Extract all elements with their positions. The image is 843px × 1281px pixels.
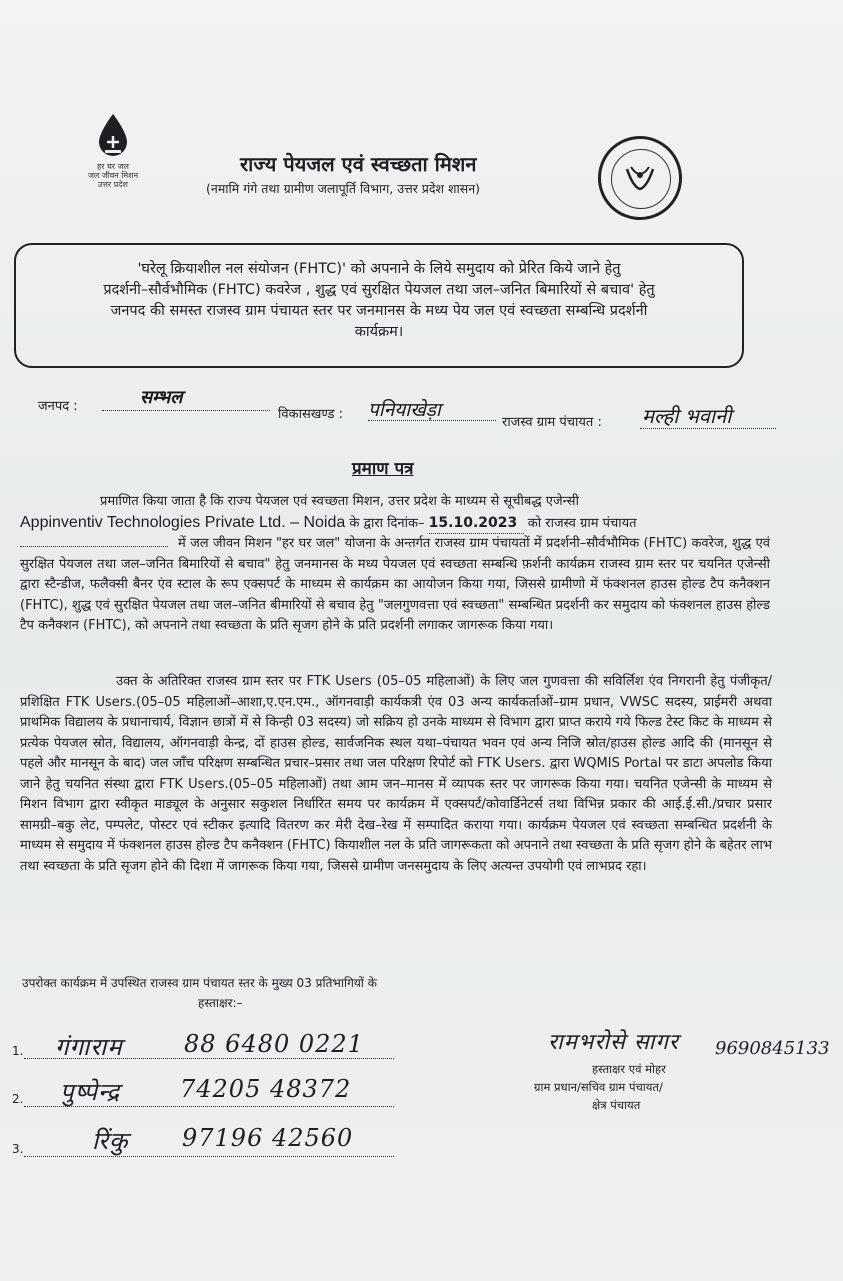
panchayat-label: राजस्व ग्राम पंचायत : [502, 415, 602, 430]
government-seal [598, 136, 682, 220]
water-drop-icon [96, 112, 130, 158]
participant-3-name: रिंकु [92, 1127, 129, 1155]
box-line-2: प्रदर्शनी–सौर्वभौमिक (FHTC) कवरेज , शुद्ध एवं सुरक्षित पेयजल तथा जल–जनित बिमारियों से बचाव' हेतु [103, 282, 655, 298]
signatory-line-1: हस्ताक्षर एवं मोहर [592, 1062, 666, 1076]
participant-1-phone: 88 6480 0221 [184, 1030, 364, 1058]
block-label: विकासखण्ड : [278, 407, 344, 422]
box-line-1: 'घरेलू क्रियाशील नल संयोजन (FHTC)' को अपनाने के लिये समुदाय को प्रेरित किये जाने हेतु [137, 261, 621, 277]
district-label: जनपद : [38, 399, 78, 414]
signatory-line-2: ग्राम प्रधान/सचिव ग्राम पंचायत/ [534, 1080, 663, 1094]
participant-2-number: 2. [12, 1092, 24, 1106]
logo-caption-2: जल जीवन मिशन [87, 171, 139, 180]
header-subtitle: (नमामि गंगे तथा ग्रामीण जलापूर्ति विभाग, उत्तर प्रदेश शासन) [206, 181, 481, 196]
participant-1-name: गंगाराम [55, 1033, 123, 1061]
block-value: पनियाखेड़ा [368, 399, 441, 421]
program-date: 15.10.2023 [429, 513, 524, 535]
program-description-box [14, 243, 744, 368]
certificate-paragraph-1 [20, 492, 770, 637]
participant-3-number: 3. [12, 1142, 24, 1156]
district-value: सम्भल [140, 387, 183, 408]
har-ghar-jal-logo [78, 112, 148, 189]
panchayat-value: मल्ही भवानी [642, 404, 732, 428]
participant-1-number: 1. [12, 1044, 24, 1058]
signatory-phone: 9690845133 [715, 1038, 830, 1059]
para1-line-1: प्रमाणित किया जाता है कि राज्य पेयजल एवं स्वच्छता मिशन, उत्तर प्रदेश के माध्यम से सूचीबद्ध एजेन्सी [100, 494, 579, 509]
para1-date-suffix: को राजस्व ग्राम पंचायत [527, 515, 637, 531]
participant-3-phone: 97196 42560 [182, 1124, 354, 1152]
participant-2-phone: 74205 48372 [180, 1075, 352, 1103]
participants-signature-label: हस्ताक्षर:– [198, 996, 243, 1010]
certificate-title: प्रमाण पत्र [352, 459, 414, 479]
signatory-signature: रामभरोसे सागर [548, 1030, 679, 1055]
emblem-icon [621, 159, 659, 197]
box-line-3: जनपद की समस्त राजस्व ग्राम पंचायत स्तर पर जनमानस के मध्य पेय जल एवं स्वच्छता सम्बन्धि प्रदर्शनी [110, 303, 648, 319]
logo-caption-3: उत्तर प्रदेश [98, 180, 128, 189]
signatory-line-3: क्षेत्र पंचायत [592, 1098, 641, 1112]
para1-date-prefix: के द्वारा दिनांक– [349, 515, 425, 531]
participants-intro: उपरोक्त कार्यक्रम में उपस्थित राजस्व ग्राम पंचायत स्तर के मुख्य 03 प्रतिभागियों के [22, 976, 377, 990]
para1-body: में जल जीवन मिशन "हर घर जल" योजना के अन्तर्गत राजस्व ग्राम पंचायतों में प्रदर्शनी–सौर्वभौमिक (FHTC) कवरेज, शुद्ध एवं सुरक्षित पेयजल तथा जल–जनित बिमारियों से बचाव" हेतु जनमानस के मध्य पेयजल एवं स्वच्छता सम्बन्धि फ़र्शनी कार्यक्रम राजस्व ग्राम स्तर पर चयनित एजेन्सी द्वारा स्टैन्डीज, फलैक्सी बैनर एंव स्टाल के रूप एक्सपर्ट के माध्यम से कार्यक्रम का आयोजन किया गया, जिससे ग्रामीणो में फंक्शनल हाउस होल्ड टैप कनैक्शन (FHTC), शुद्ध एवं सुरक्षित पेयजल तथा जल–जनित बीमारियों से बचाव हेतु "जलगुणवत्ता एवं स्वच्छता" सम्बन्धित प्रदर्शनी कर समुदाय को फंक्शनल हाउस होल्ड टैप कनैक्शन (FHTC), को अपनाने तथा स्वच्छता के प्रति सृजग होने के प्रति प्रदर्शनी लगाकर जागरूक किया गया। [20, 536, 770, 633]
agency-name: Appinventiv Technologies Private Ltd. – Noida [20, 513, 346, 531]
certificate-paragraph-2: उक्त के अतिरिक्त राजस्व ग्राम स्तर पर FTK Users (05–05 महिलाओं) के लिए जल गुणवत्ता की सविर्लिश एंव निगरानी हेतु पंजीकृत/प्रशिक्षित FTK Users.(05–05 महिलाओं–आशा,ए.एन.एम., ऑगनवाड़ी कार्यकत्री एंव 03 अन्य कार्यकर्ताओं–ग्राम प्रधान, VWSC सदस्य, प्राईमरी अथवा प्राथमिक विद्यालय के प्रधानाचार्य, विज्ञान छात्रों में से किन्ही 03 सदस्य) जो सक्रिय हो उनके माध्यम से विभाग द्वारा प्राप्त कराये गये फिल्ड टेस्ट किट के माध्यम से प्रत्येक पेयजल स्रोत, विद्यालय, ऑगनवाड़ी केन्द्र, दों हाउस होल्ड, सार्वजनिक स्थल यथा–पंचायत भवन एवं अन्य निजि स्रोत/हाउस होल्ड आदि की (मानसून से पहले और मानसून के बाद) जल जाँच परिक्षण सम्बन्धित प्रचार–प्रसार तथा जल परिक्षण रिपोर्ट को FTK Users. द्वारा WQMIS Portal पर डाटा अपलोड किया जाने हेतु चयनित संस्था द्वारा FTK Users.(05–05 महिलाओं) तथा आम जन–मानस में व्यापक स्तर पर जागरूक किया गया। चयनित एजेन्सी के माध्यम से मिशन विभाग द्वारा स्वीकृत माड्यूल के अनुसार सकुशल निर्धारित समय पर कार्यक्रम में एक्सपर्ट/कोवार्डिनेटर्स तथा विभिन्न प्रकार की आई.ई.सी./प्रचार प्रसार सामग्री–बकु लेट, पम्पलेट, पोस्टर एवं स्टीकर इत्यादि वितरण कर मेरी देख–रेख में सम्पादित कराया गया। कार्यक्रम पेयजल एवं स्वच्छता सम्बन्धित प्रदर्शनी के माध्यम से समुदाय में फंक्शनल हाउस होल्ड टैप कनैक्शन (FHTC) कियाशील नल के प्रति जागरूकता को अपनाने तथा स्वच्छता के प्रति सृजग होने के बहेतर लाभ तथा स्वच्छता के प्रति सृजग होने की दिशा में जागरूक किया गया, जिससे ग्रामीण जनसमुदाय के लिए अत्यन्त उपयोगी एवं लाभप्रद रहा। [20, 674, 772, 874]
participant-2-name: पुष्पेन्द्र [60, 1078, 121, 1106]
box-line-4: कार्यक्रम। [354, 324, 404, 340]
logo-caption-1: हर घर जल [97, 162, 129, 171]
header-title: राज्य पेयजल एवं स्वच्छता मिशन [240, 152, 477, 176]
